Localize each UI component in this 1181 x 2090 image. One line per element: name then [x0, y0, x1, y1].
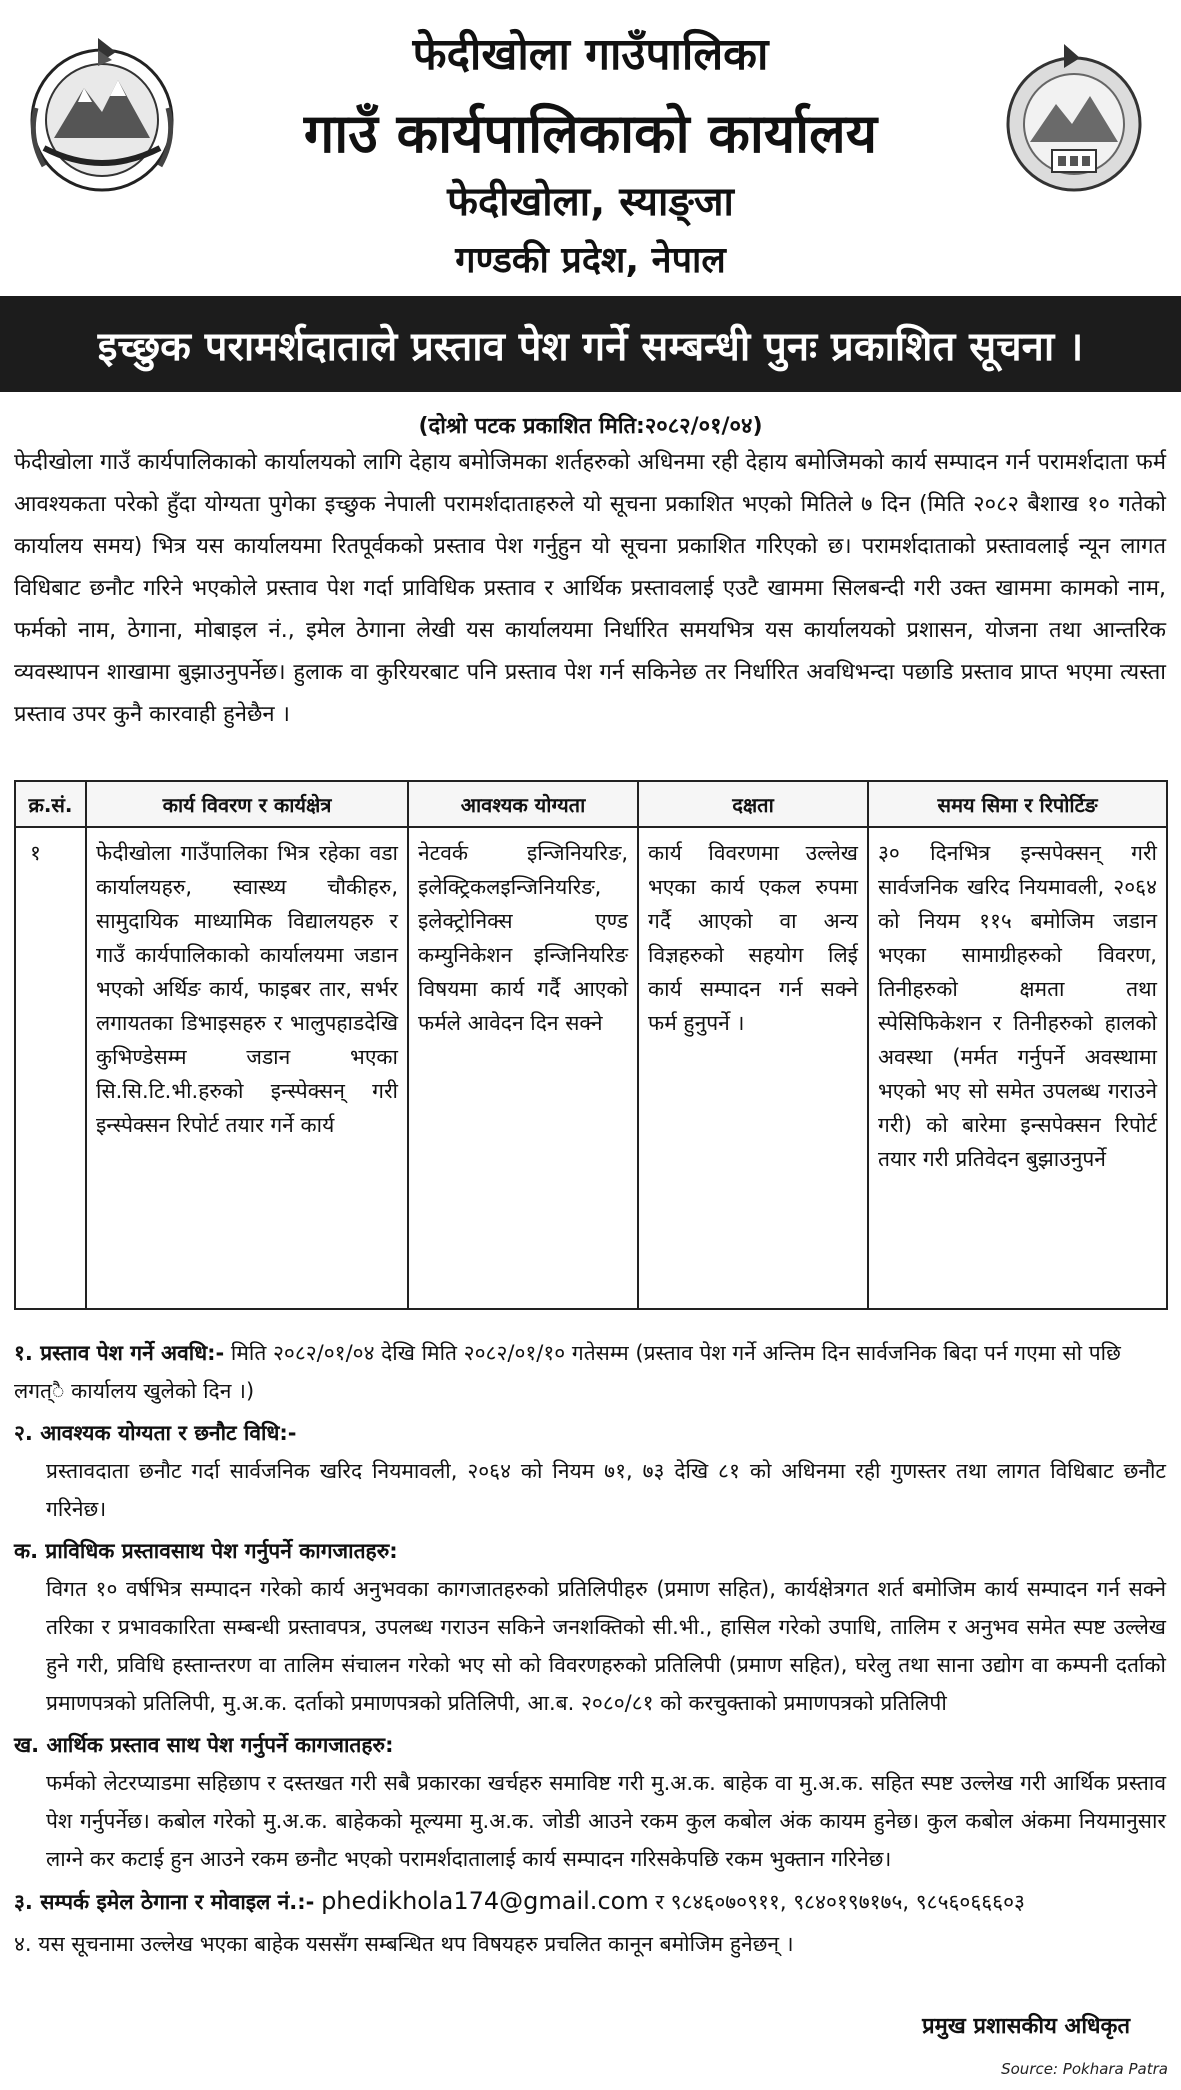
work-details-table	[14, 780, 1168, 1310]
province-name: गण्डकी प्रदेश, नेपाल	[455, 240, 726, 281]
note-2-label: २. आवश्यक योग्यता र छनौट विधि:-	[14, 1421, 297, 1445]
col-header-skill: दक्षता	[638, 781, 868, 827]
col-header-timeline: समय सिमा र रिपोर्टिङ	[868, 781, 1167, 827]
note-contact	[14, 1882, 1166, 1921]
contact-label: ३. सम्पर्क इमेल ठेगाना र मोवाइल नं.:-	[14, 1890, 315, 1914]
note-kha	[14, 1726, 1166, 1878]
source-credit: Source: Pokhara Patra	[1001, 2060, 1168, 2078]
note-kha-text: फर्मको लेटरप्याडमा सहिछाप र दस्तखत गरी सबै प्रकारका खर्चहरु समाविष्ट गरी मु.अ.क. बाहेक वा मु.अ.क. सहित स्पष्ट उल्लेख गरी आर्थिक प्रस्ताव पेश गर्नुपर्नेछ। कबोल गरेको मु.अ.क. बाहेकको मूल्यमा मु.अ.क. जोडी आउने रकम कुल कबोल अंक कायम हुनेछ। कुल कबोल अंकमा नियमानुसार लाग्ने कर कटाई हुन आउने रकम छनौट भएको परामर्शदातालाई कार्य सम्पादन गरिसकेपछि रकम भुक्तान गरिनेछ।	[46, 1771, 1166, 1871]
republish-date: (दोश्रो पटक प्रकाशित मिति:२०८२/०१/०४)	[418, 414, 763, 439]
note-1-text: मिति २०८२/०१/०४ देखि मिति २०८२/०१/१० गतेसम्म (प्रस्ताव पेश गर्ने अन्तिम दिन सार्वजनिक बिदा पर्न गएमा सो पछि लगत्ै कार्यालय खुलेको दिन ।)	[14, 1341, 1121, 1403]
col-header-sn: क्र.सं.	[15, 781, 86, 827]
note-1-label: १. प्रस्ताव पेश गर्ने अवधि:-	[14, 1341, 225, 1365]
note-ka	[14, 1532, 1166, 1722]
municipality-name: फेदीखोला गाउँपालिका	[412, 29, 769, 80]
note-2	[14, 1414, 1166, 1528]
table-header-row	[15, 781, 1167, 827]
note-ka-text: विगत १० वर्षभित्र सम्पादन गरेको कार्य अनुभवका कागजातहरुको प्रतिलिपीहरु (प्रमाण सहित), कार्यक्षेत्रगत शर्त बमोजिम कार्य सम्पादन गर्न सक्ने तरिका र प्रभावकारिता सम्बन्धी प्रस्तावपत्र, उपलब्ध गराउन सकिने जनशक्तिको सी.भी., हासिल गरेको उपाधि, तालिम र अनुभव समेत स्पष्ट उल्लेख हुने गरी, प्रविधि हस्तान्तरण वा तालिम संचालन गरेको भए सो को विवरणहरुको प्रतिलिपी (प्रमाण सहित), घरेलु तथा साना उद्योग वा कम्पनी दर्ताको प्रमाणपत्रको प्रतिलिपी, मु.अ.क. दर्ताको प्रमाणपत्रको प्रतिलिपी, आ.ब. २०८०/८१ को करचुक्ताको प्रमाणपत्रको प्रतिलिपी	[46, 1577, 1166, 1715]
note-1	[14, 1334, 1166, 1410]
col-header-qualification: आवश्यक योग्यता	[408, 781, 638, 827]
cell-sn: १	[15, 827, 86, 1309]
intro-paragraph: फेदीखोला गाउँ कार्यपालिकाको कार्यालयको लागि देहाय बमोजिमका शर्तहरुको अधिनमा रही देहाय बमोजिमको कार्य सम्पादन गर्न परामर्शदाता फर्म आवश्यकता परेको हुँदा योग्यता पुगेका इच्छुक नेपाली परामर्शदाताहरुले यो सूचना प्रकाशित भएको मितिले ७ दिन (मिति २०८२ बैशाख १० गतेको कार्यालय समय) भित्र यस कार्यालयमा रितपूर्वकको प्रस्ताव पेश गर्नुहुन यो सूचना प्रकाशित गरिएको छ। परामर्शदाताको प्रस्तावलाई न्यून लागत विधिबाट छनौट गरिने भएकोले प्रस्ताव पेश गर्दा प्राविधिक प्रस्ताव र आर्थिक प्रस्तावलाई एउटै खाममा सिलबन्दी गरी उक्त खाममा कामको नाम, फर्मको नाम, ठेगाना, मोबाइल नं., इमेल ठेगाना लेखी यस कार्यालयमा निर्धारित समयभित्र यस कार्यालयको प्रशासन, योजना तथा आन्तरिक व्यवस्थापन शाखामा बुझाउनुपर्नेछ। हुलाक वा कुरियरबाट पनि प्रस्ताव पेश गर्न सकिनेछ तर निर्धारित अवधिभन्दा पछाडि प्रस्ताव प्राप्त भएमा त्यस्ता प्रस्ताव उपर कुनै कारवाही हुनेछैन ।	[14, 450, 1166, 727]
col-header-scope: कार्य विवरण र कार्यक्षेत्र	[86, 781, 408, 827]
cell-timeline: ३० दिनभित्र इन्सपेक्सन् गरी सार्वजनिक खरिद नियमावली, २०६४ को नियम ११५ बमोजिम जडान भएका सामाग्रीहरुको विवरण, तिनीहरुको क्षमता तथा स्पेसिफिकेशन र तिनीहरुको हालको अवस्था (मर्मत गर्नुपर्ने अवस्थामा भएको भए सो समेत उपलब्ध गराउने गरी) को बारेमा इन्सपेक्सन रिपोर्ट तयार गरी प्रतिवेदन बुझाउनुपर्ने	[868, 827, 1167, 1309]
note-kha-label: ख. आर्थिक प्रस्ताव साथ पेश गर्नुपर्ने कागजातहरु:	[14, 1733, 394, 1757]
notice-title-banner: इच्छुक परामर्शदाताले प्रस्ताव पेश गर्ने सम्बन्धी पुनः प्रकाशित सूचना ।	[0, 296, 1181, 392]
cell-qualification: नेटवर्क इन्जिनियरिङ, इलेक्ट्रिकलइन्जिनियरिङ, इलेक्ट्रोनिक्स एण्ड कम्युनिकेशन इन्जिनियरिङ विषयमा कार्य गर्दै आएको फर्मले आवेदन दिन सक्ने	[408, 827, 638, 1309]
office-name: गाउँ कार्यपालिकाको कार्यालय	[303, 102, 878, 165]
municipality-logo-icon	[1000, 38, 1148, 204]
signatory-title: प्रमुख प्रशासकीय अधिकृत	[922, 2014, 1130, 2039]
note-4: ४. यस सूचनामा उल्लेख भएका बाहेक यससँग सम्बन्धित थप विषयहरु प्रचलित कानून बमोजिम हुनेछन् ।	[14, 1932, 794, 1956]
notice-header	[0, 0, 1181, 290]
office-location: फेदीखोला, स्याङ्जा	[447, 179, 734, 225]
table-row	[15, 827, 1167, 1309]
contact-email[interactable]: phedikhola174@gmail.com	[321, 1887, 649, 1915]
contact-phones: र ९८४६०७०९११, ९८४०१९७१७५, ९८५६०६६६०३	[648, 1890, 1025, 1914]
note-2-text: प्रस्तावदाता छनौट गर्दा सार्वजनिक खरिद नियमावली, २०६४ को नियम ७१, ७३ देखि ८१ को अधिनमा रही गुणस्तर तथा लागत विधिबाट छनौट गरिनेछ।	[46, 1459, 1166, 1521]
notes-section	[14, 1334, 1166, 1967]
cell-skill: कार्य विवरणमा उल्लेख भएका कार्य एकल रुपमा गर्दै आएको वा अन्य विज्ञहरुको सहयोग लिई कार्य सम्पादन गर्न सक्ने फर्म हुनुपर्ने ।	[638, 827, 868, 1309]
note-ka-label: क. प्राविधिक प्रस्तावसाथ पेश गर्नुपर्ने कागजातहरु:	[14, 1539, 398, 1563]
cell-scope: फेदीखोला गाउँपालिका भित्र रहेका वडा कार्यालयहरु, स्वास्थ्य चौकीहरु, सामुदायिक माध्यामिक विद्यालयहरु र गाउँ कार्यपालिकाको कार्यालयमा जडान भएको अर्थिङ कार्य, फाइबर तार, सर्भर लगायतका डिभाइसहरु र भालुपहाडदेखि कुभिण्डेसम्म जडान भएका सि.सि.टि.भी.हरुको इन्स्पेक्सन् गरी इन्स्पेक्सन रिपोर्ट तयार गर्ने कार्य	[86, 827, 408, 1309]
